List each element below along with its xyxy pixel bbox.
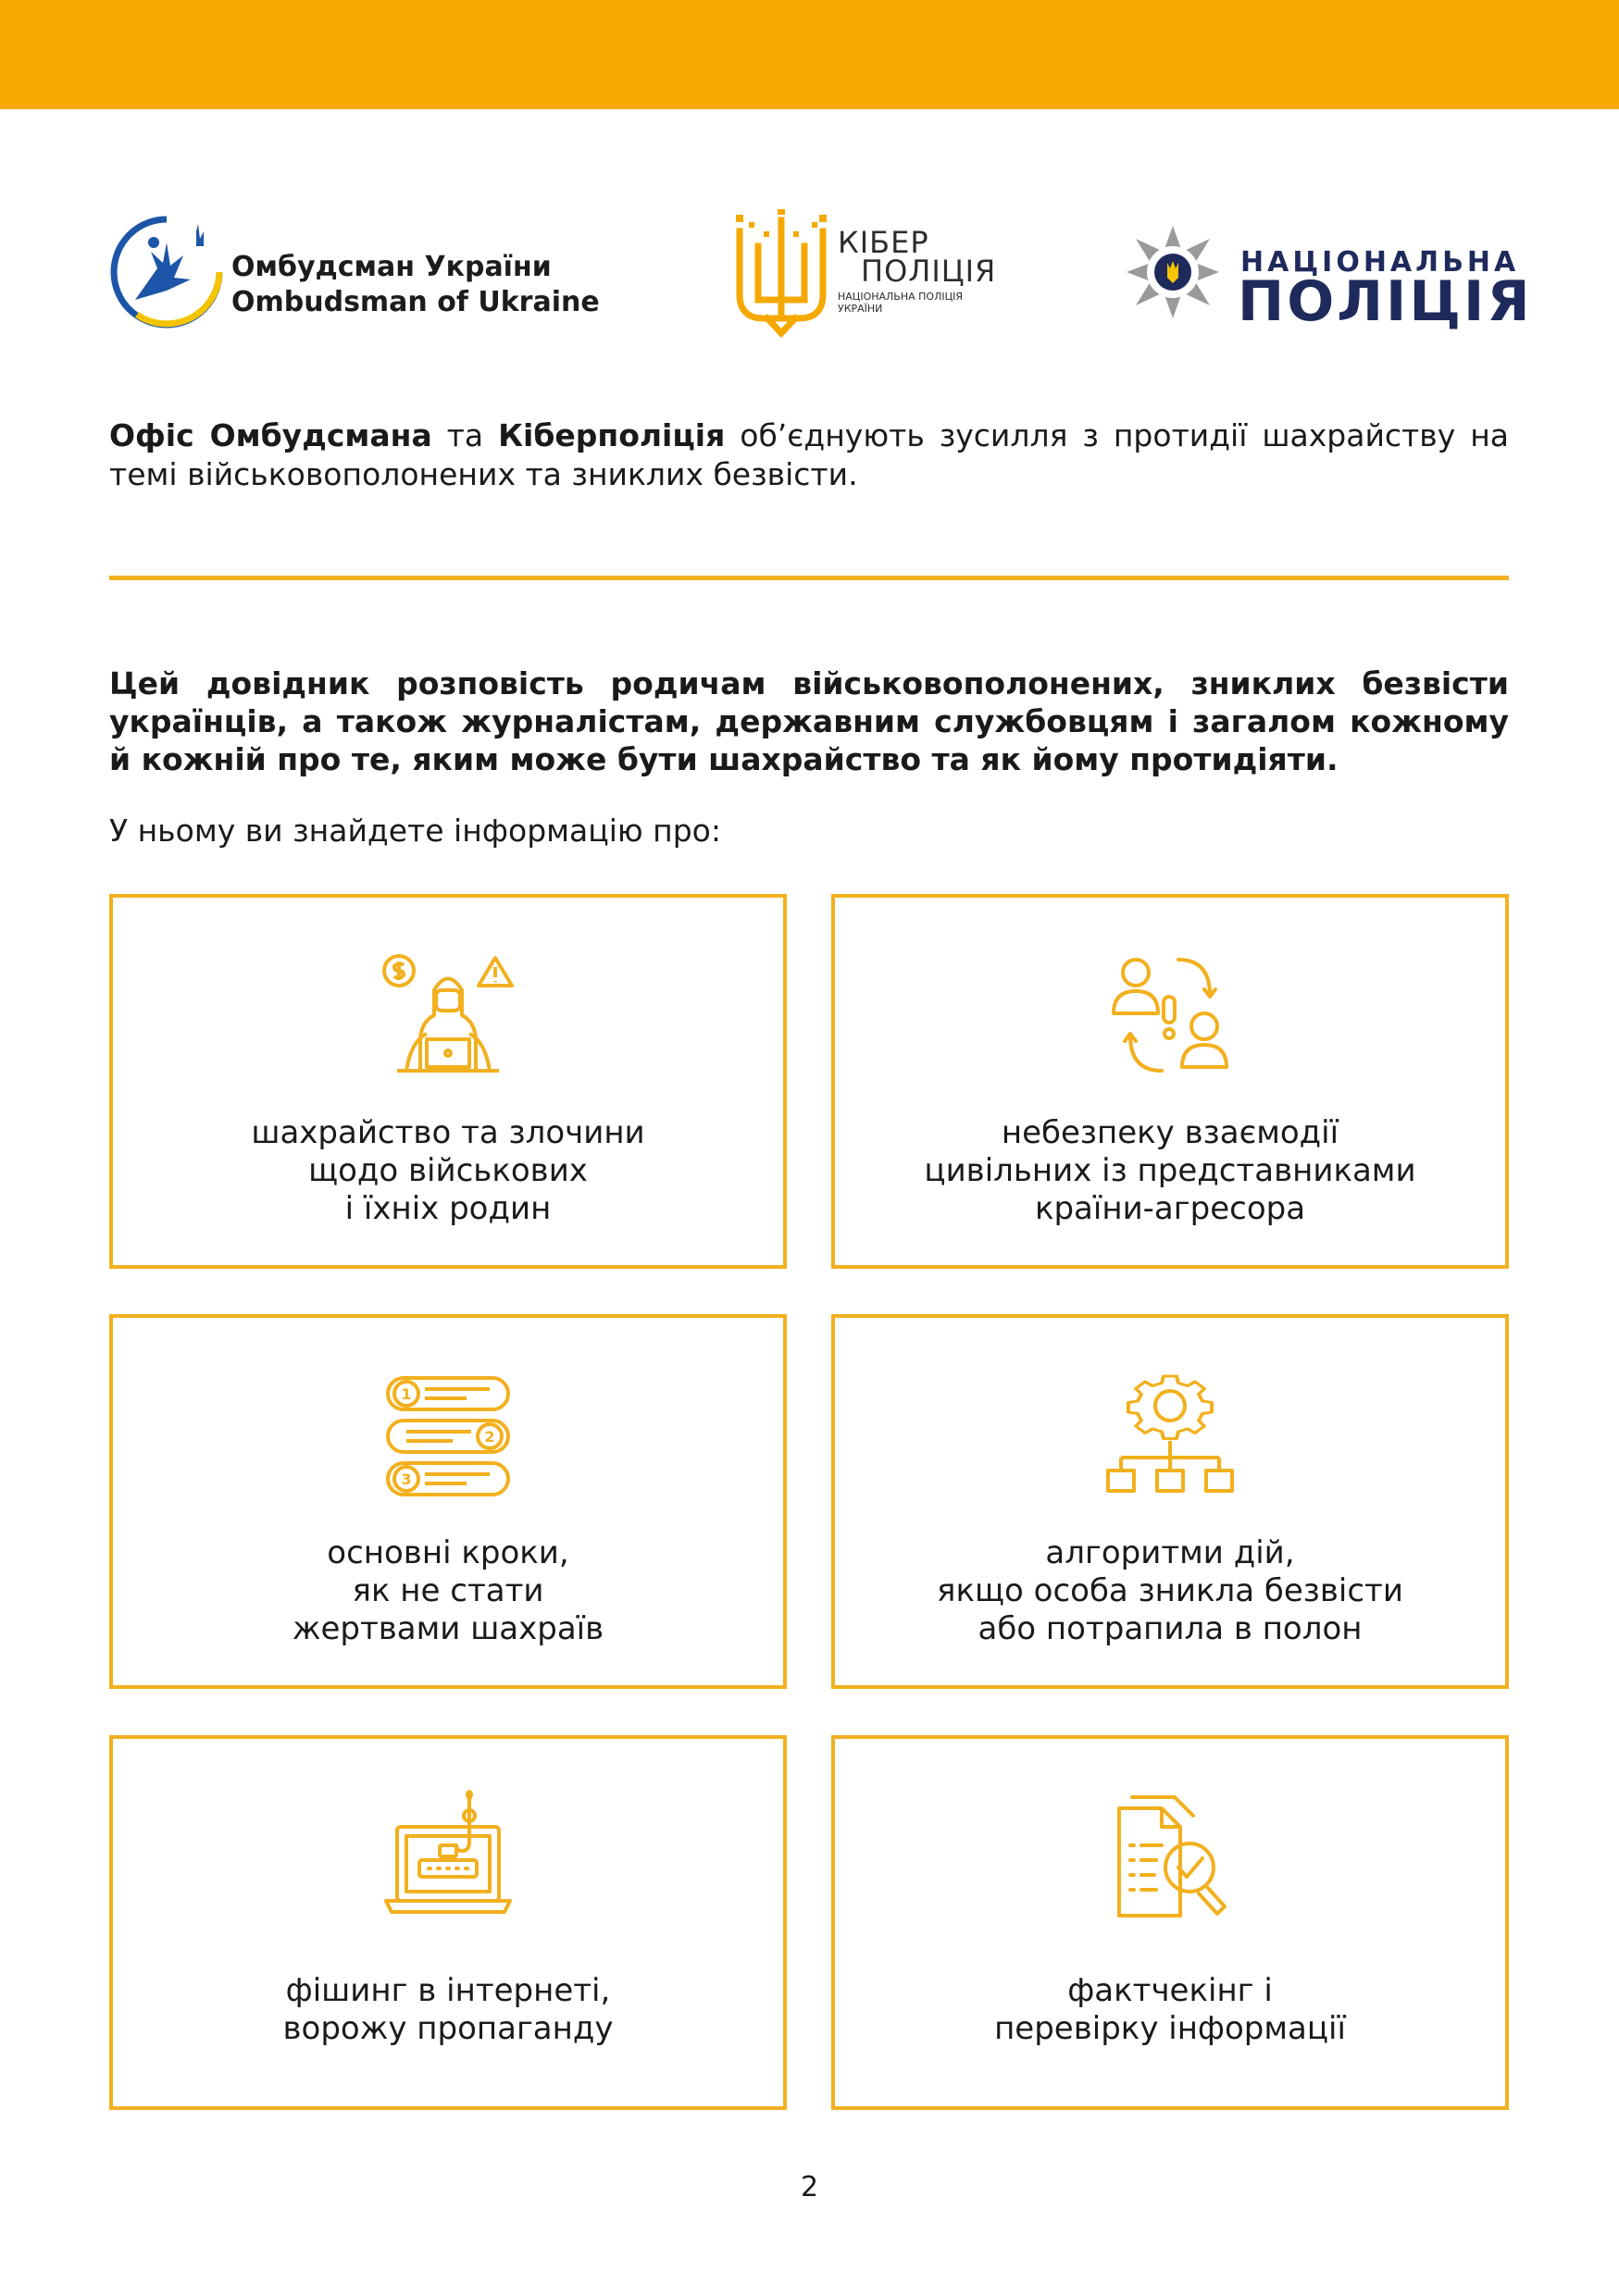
lead-paragraph: Цей довідник розповість родичам військовополонених, зниклих безвісти українців, а також журналістам, державним службовцям і загалом кожному й кожній про те, яким може бути шахрайство та як йому протидіяти. — [109, 665, 1509, 777]
cyberpolice-subtitle-2: УКРАЇНИ — [838, 303, 883, 315]
intro-bold-ombudsman: Офіс Омбудсмана — [109, 417, 432, 453]
cyberpolice-trident-icon — [727, 209, 836, 339]
intro-text-2: об’єднують зусилля з протидії шахрайству на темі військовополонених та зниклих безвісти. — [109, 417, 1509, 492]
cyberpolice-subtitle-1: НАЦІОНАЛЬНА ПОЛІЦІЯ — [838, 291, 964, 303]
card-algorithms-line-1: алгоритми дій, — [1045, 1534, 1295, 1571]
intro-paragraph — [109, 416, 1509, 494]
ombudsman-name-ua: Омбудсман України — [231, 251, 552, 283]
cyberpolice-logo — [727, 209, 1023, 339]
gear-algorithm-icon — [1101, 1369, 1239, 1508]
card-factcheck-line-2: перевірку інформації — [994, 2010, 1346, 2047]
ombudsman-emblem-icon — [109, 215, 225, 330]
section-divider — [109, 576, 1509, 580]
card-aggressor-line-3: країни-агресора — [1034, 1190, 1306, 1227]
hacker-icon — [379, 949, 517, 1087]
card-algorithms-line-3: або потрапила в полон — [978, 1610, 1363, 1647]
card-steps-line-3: жертвами шахраїв — [292, 1610, 604, 1647]
topic-card-phishing — [109, 1735, 787, 2110]
national-police-logo — [1125, 224, 1533, 334]
card-fraud-line-2: щодо військових — [308, 1152, 588, 1189]
card-aggressor-line-2: цивільних із представниками — [924, 1152, 1416, 1189]
svg-text:1: 1 — [401, 1385, 412, 1403]
police-title-2: ПОЛІЦІЯ — [1238, 269, 1533, 334]
card-phishing-line-2: ворожу пропаганду — [282, 2010, 614, 2047]
topic-card-aggressor-interaction — [831, 894, 1509, 1269]
card-steps-line-1: основні кроки, — [327, 1534, 569, 1571]
topic-card-fraud — [109, 894, 787, 1269]
topic-card-factcheck — [831, 1735, 1509, 2110]
ombudsman-name-en: Ombudsman of Ukraine — [231, 286, 600, 318]
police-star-icon — [1125, 224, 1221, 320]
intro-text-1: та — [431, 417, 499, 453]
phishing-laptop-icon — [379, 1790, 517, 1929]
page-number: 2 — [800, 2171, 819, 2203]
card-factcheck-line-1: фактчекінг і — [1067, 1972, 1273, 2009]
intro-bold-cyberpolice: Кіберполіція — [498, 417, 726, 453]
cyberpolice-subtitle — [838, 291, 963, 315]
factcheck-document-icon — [1101, 1790, 1239, 1929]
card-fraud-line-1: шахрайство та злочини — [251, 1114, 645, 1151]
cyberpolice-title-1: КІБЕР — [838, 225, 929, 260]
topic-card-algorithms — [831, 1314, 1509, 1689]
topic-card-basic-steps — [109, 1314, 787, 1689]
top-color-band — [0, 0, 1619, 109]
people-exchange-icon — [1101, 949, 1239, 1087]
info-intro-line: У ньому ви знайдете інформацію про: — [109, 813, 721, 849]
card-fraud-line-3: і їхніх родин — [344, 1190, 552, 1227]
card-phishing-line-1: фішинг в інтернеті, — [285, 1972, 611, 2009]
card-algorithms-line-2: якщо особа зникла безвісти — [937, 1572, 1403, 1609]
card-steps-line-2: як не стати — [352, 1572, 544, 1609]
police-title-1: НАЦІОНАЛЬНА — [1240, 246, 1520, 279]
steps-list-icon — [379, 1369, 517, 1508]
ombudsman-logo — [109, 215, 628, 330]
logos-row — [0, 204, 1619, 342]
svg-text:3: 3 — [401, 1471, 412, 1488]
svg-text:2: 2 — [484, 1428, 495, 1446]
card-aggressor-line-1: небезпеку взаємодії — [1001, 1114, 1339, 1151]
cyberpolice-title-2: ПОЛІЦІЯ — [861, 254, 997, 289]
